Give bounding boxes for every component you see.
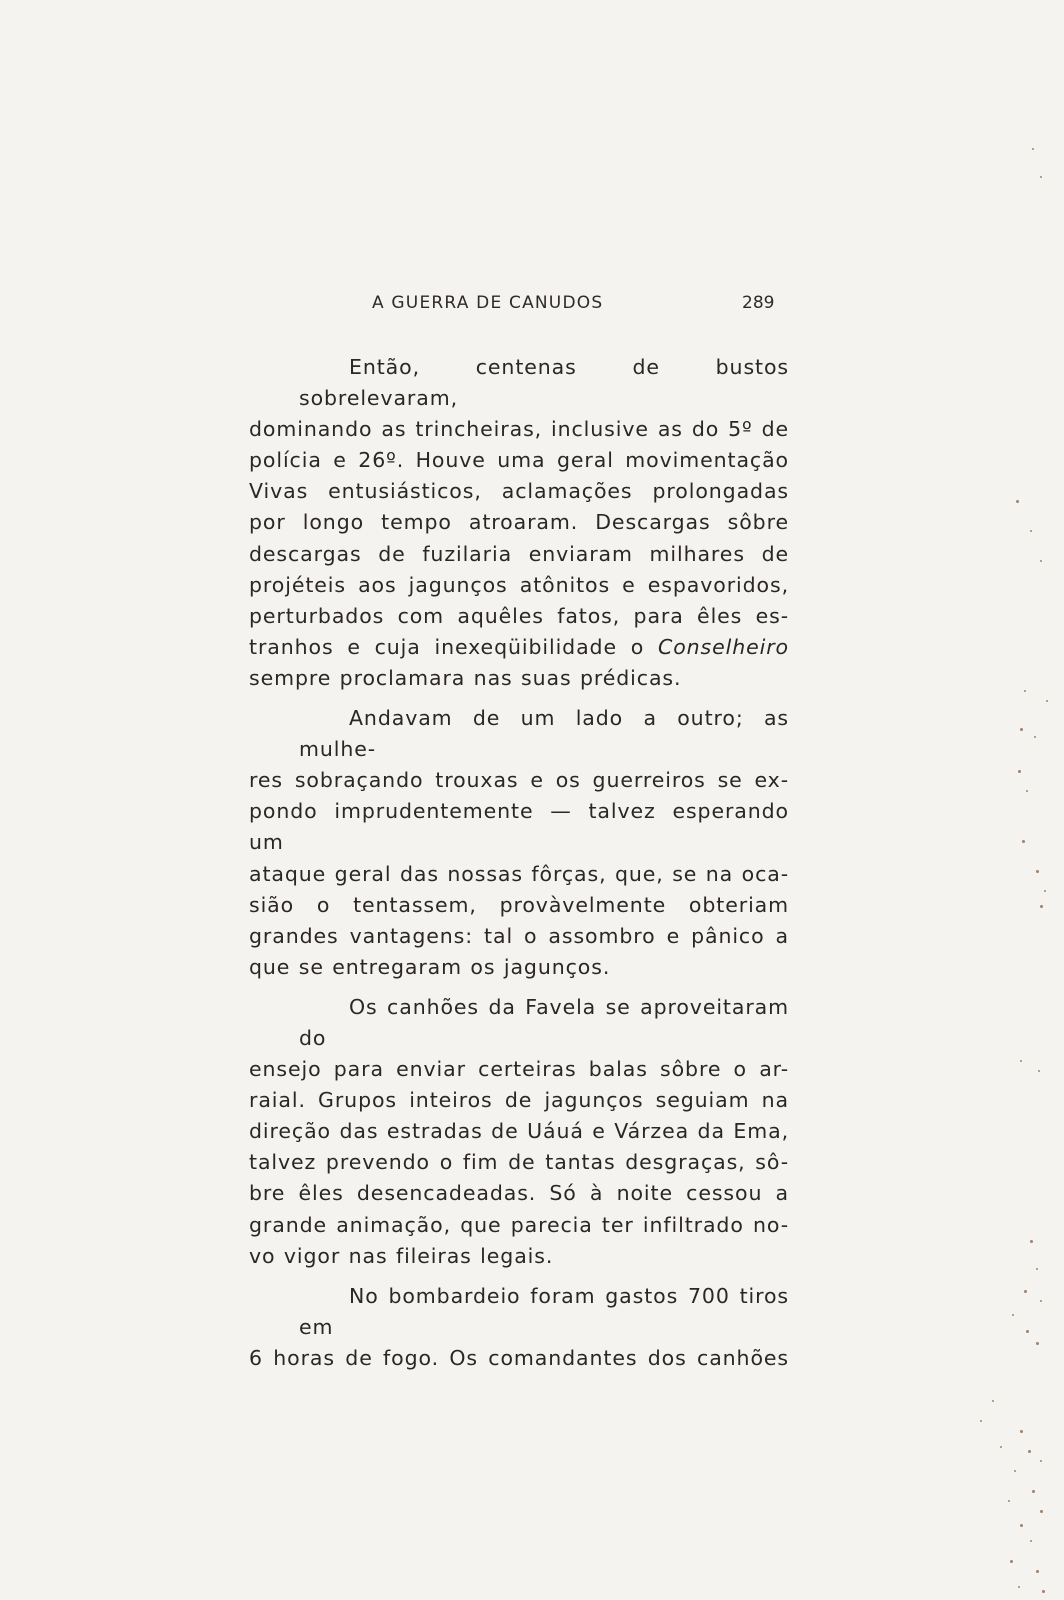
text-line: Andavam de um lado a outro; as mulhe-: [299, 706, 789, 762]
foxing-speck: [1040, 1460, 1042, 1462]
text-line-italic-name: tranhos e cuja inexeqüibilidade o Conselheiro: [249, 634, 789, 659]
foxing-speck: [1022, 840, 1025, 843]
foxing-speck: [1030, 530, 1032, 532]
running-title: A GUERRA DE CANUDOS: [372, 293, 604, 313]
foxing-speck: [1030, 1540, 1032, 1542]
paragraph-4: [249, 1281, 789, 1374]
foxing-speck: [1018, 1586, 1020, 1588]
text-line: ataque geral das nossas fôrças, que, se na oca-: [249, 861, 789, 886]
text-line: No bombardeio foram gastos 700 tiros em: [299, 1283, 789, 1339]
text-line: grandes vantagens: tal o assombro e pânico a: [249, 923, 789, 948]
foxing-speck: [1000, 1446, 1002, 1448]
text-line: por longo tempo atroaram. Descargas sôbre: [249, 510, 789, 535]
text-line: perturbados com aquêles fatos, para êles es-: [249, 603, 789, 628]
foxing-speck: [1016, 500, 1019, 503]
foxing-speck: [1014, 1470, 1016, 1472]
foxing-speck: [1040, 176, 1042, 178]
foxing-speck: [1040, 1300, 1042, 1302]
text-line: que se entregaram os jagunços.: [249, 954, 611, 979]
text-line: polícia e 26º. Houve uma geral movimentação: [249, 448, 789, 473]
text-line: raial. Grupos inteiros de jagunços seguiam na: [249, 1088, 789, 1113]
foxing-speck: [1044, 890, 1046, 892]
text-line: vo vigor nas fileiras legais.: [249, 1243, 554, 1268]
text-line: talvez prevendo o fim de tantas desgraças, sô-: [249, 1150, 789, 1175]
foxing-speck: [1026, 790, 1028, 792]
text-line: 6 horas de fogo. Os comandantes dos canhões: [249, 1345, 789, 1370]
paragraph-3: [249, 992, 789, 1272]
foxing-speck: [1040, 905, 1043, 908]
page-number: 289: [742, 293, 775, 313]
text-line: descargas de fuzilaria enviaram milhares de: [249, 541, 789, 566]
paragraph-2: [249, 703, 789, 983]
foxing-speck: [1028, 1450, 1031, 1453]
text-line: ensejo para enviar certeiras balas sôbre o ar-: [249, 1057, 789, 1082]
body-text: [249, 352, 789, 1383]
foxing-speck: [1042, 1590, 1045, 1593]
foxing-speck: [1040, 560, 1042, 562]
foxing-speck: [1030, 1240, 1033, 1243]
foxing-speck: [1008, 1500, 1010, 1502]
foxing-speck: [980, 1420, 982, 1422]
foxing-speck: [1010, 1560, 1013, 1563]
text-line: grande animação, que parecia ter infiltrado no-: [249, 1212, 789, 1237]
text-line: Os canhões da Favela se aproveitaram do: [299, 994, 789, 1050]
foxing-speck: [1038, 1070, 1040, 1072]
foxing-speck: [1040, 1510, 1043, 1513]
foxing-speck: [1036, 1570, 1039, 1573]
foxing-speck: [1018, 770, 1021, 773]
text-line: res sobraçando trouxas e os guerreiros se ex-: [249, 768, 789, 793]
text-line: Vivas entusiásticos, aclamações prolongadas: [249, 479, 789, 504]
foxing-speck: [1020, 1524, 1023, 1527]
text-line: bre êles desencadeadas. Só à noite cessou a: [249, 1181, 789, 1206]
foxing-speck: [1024, 1290, 1027, 1293]
italic-word: Conselheiro: [657, 634, 789, 659]
foxing-speck: [1036, 1268, 1038, 1270]
foxing-speck: [1026, 1330, 1029, 1333]
foxing-speck: [1020, 1060, 1022, 1062]
foxing-speck: [1036, 870, 1039, 873]
foxing-speck: [992, 1400, 994, 1402]
text-line: sião o tentassem, provàvelmente obteriam: [249, 892, 789, 917]
foxing-speck: [1034, 736, 1036, 738]
foxing-speck: [1036, 1342, 1039, 1345]
text-line: pondo imprudentemente — talvez esperando um: [249, 799, 789, 855]
foxing-speck: [1032, 1490, 1035, 1493]
text-line: projéteis aos jagunços atônitos e espavoridos,: [249, 572, 789, 597]
text-line: Então, centenas de bustos sobrelevaram,: [299, 355, 789, 411]
foxing-speck: [1032, 148, 1034, 150]
text-line: sempre proclamara nas suas prédicas.: [249, 665, 682, 690]
foxing-speck: [1020, 1430, 1023, 1433]
text-line: dominando as trincheiras, inclusive as do 5º de: [249, 417, 789, 442]
foxing-speck: [1020, 728, 1023, 731]
foxing-speck: [1024, 690, 1026, 692]
foxing-speck: [1012, 1314, 1014, 1316]
paragraph-1: [249, 352, 789, 694]
foxing-speck: [1046, 700, 1048, 702]
text-line: direção das estradas de Uáuá e Várzea da Ema,: [249, 1119, 789, 1144]
